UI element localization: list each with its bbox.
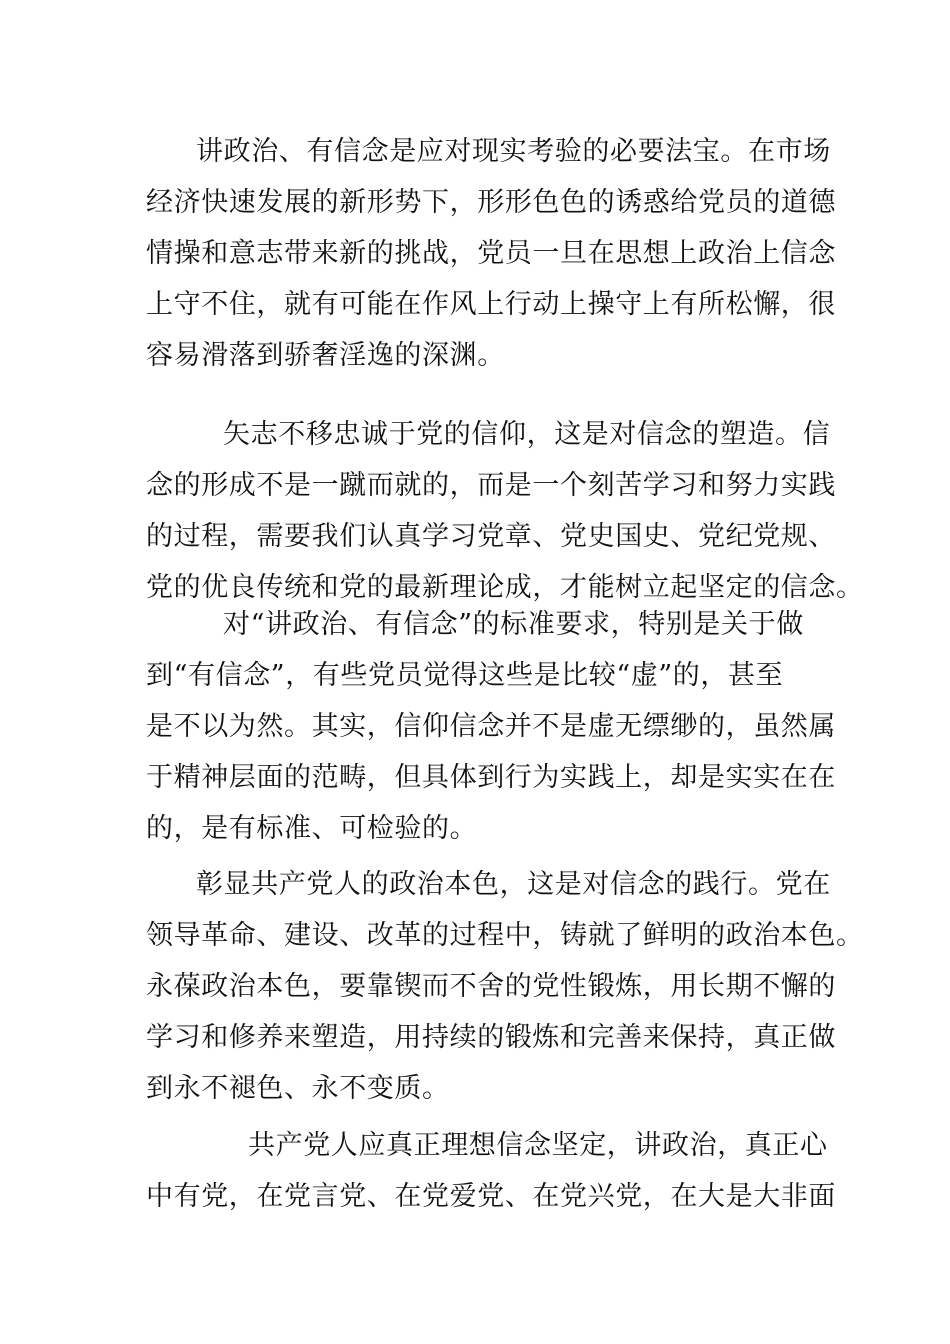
- paragraph-line: 到“有信念”，有些党员觉得这些是比较“虚”的，甚至: [146, 660, 784, 691]
- paragraph-line: 上守不住，就有可能在作风上行动上操守上有所松懈，很: [146, 289, 836, 320]
- paragraph-line: 矢志不移忠诚于党的信仰，这是对信念的塑造。信: [223, 419, 831, 450]
- paragraph-line: 讲政治、有信念是应对现实考验的必要法宝。在市场: [196, 136, 831, 167]
- paragraph-line: 学习和修养来塑造，用持续的锻炼和完善来保持，真正做: [146, 1022, 836, 1053]
- paragraph-2: [146, 409, 864, 613]
- paragraph-line: 领导革命、建设、改革的过程中，铸就了鲜明的政治本色。: [146, 920, 864, 951]
- paragraph-line: 中有党，在党言党、在党爱党、在党兴党，在大是大非面: [146, 1181, 836, 1212]
- paragraph-line: 念的形成不是一蹴而就的，而是一个刻苦学习和努力实践: [146, 470, 836, 501]
- paragraph-1: [146, 126, 836, 381]
- paragraph-3: [146, 599, 836, 854]
- paragraph-line: 于精神层面的范畴，但具体到行为实践上，却是实实在在: [146, 762, 836, 793]
- paragraph-line: 的，是有标准、可检验的。: [146, 813, 478, 844]
- paragraph-line: 经济快速发展的新形势下，形形色色的诱惑给党员的道德: [146, 187, 836, 218]
- paragraph-5: [146, 1120, 836, 1222]
- paragraph-line: 共产党人应真正理想信念坚定，讲政治，真正心: [248, 1130, 828, 1161]
- paragraph-line: 党的优良传统和党的最新理论成，才能树立起坚定的信念。: [146, 572, 864, 603]
- paragraph-line: 对“讲政治、有信念”的标准要求，特别是关于做: [223, 609, 804, 640]
- paragraph-line: 的过程，需要我们认真学习党章、党史国史、党纪党规、: [146, 521, 836, 552]
- paragraph-line: 是不以为然。其实，信仰信念并不是虚无缥缈的，虽然属: [146, 711, 836, 742]
- paragraph-line: 彰显共产党人的政治本色，这是对信念的践行。党在: [196, 869, 831, 900]
- paragraph-line: 到永不褪色、永不变质。: [146, 1073, 450, 1104]
- paragraph-4: [146, 859, 864, 1114]
- paragraph-line: 容易滑落到骄奢淫逸的深渊。: [146, 340, 505, 371]
- paragraph-line: 情操和意志带来新的挑战，党员一旦在思想上政治上信念: [146, 238, 836, 269]
- paragraph-line: 永葆政治本色，要靠锲而不舍的党性锻炼，用长期不懈的: [146, 971, 836, 1002]
